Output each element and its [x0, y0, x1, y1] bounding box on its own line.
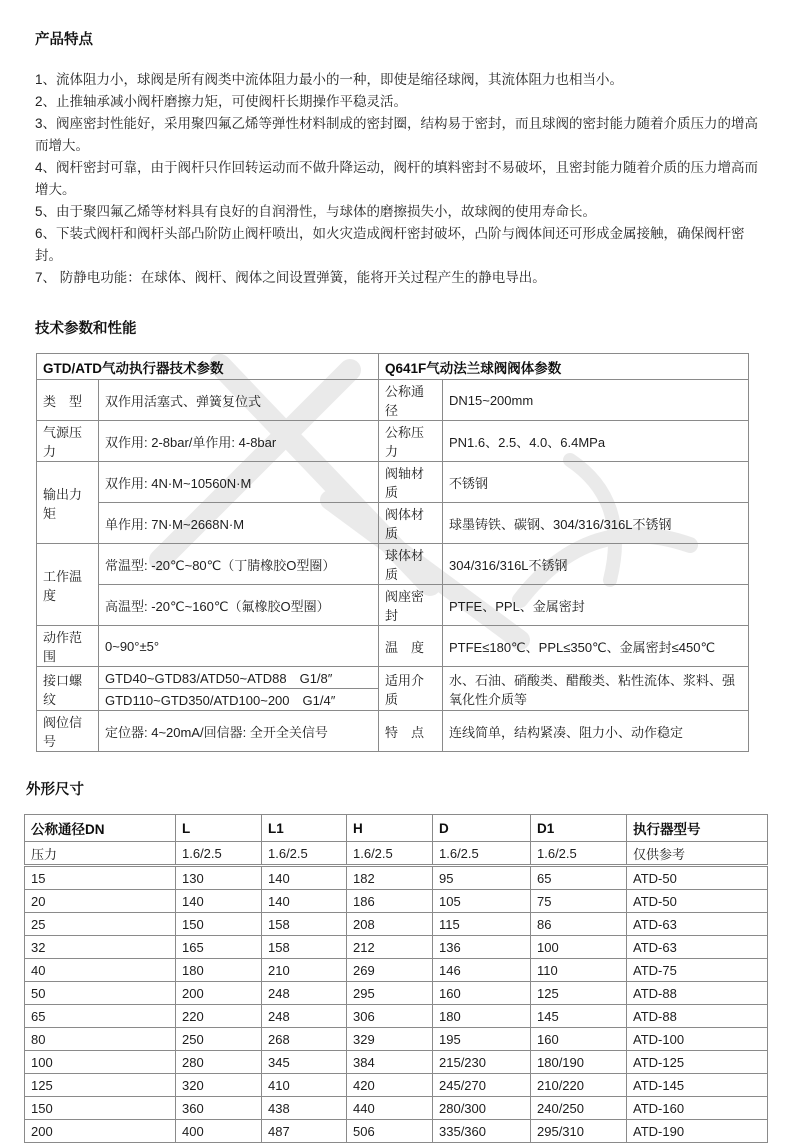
- table-cell: 295/310: [531, 1120, 627, 1143]
- table-cell: 420: [347, 1074, 433, 1097]
- table-cell: 306: [347, 1005, 433, 1028]
- valve-body-params-header: Q641F气动法兰球阀阀体参数: [379, 354, 749, 380]
- dimensions-table-body: [25, 866, 768, 1143]
- table-cell: 506: [347, 1120, 433, 1143]
- param-value: GTD40~GTD83/ATD50~ATD88 G1/8″: [99, 667, 379, 689]
- table-cell: 110: [531, 959, 627, 982]
- table-cell: 295: [347, 982, 433, 1005]
- table-cell: 248: [262, 982, 347, 1005]
- actuator-params-header: GTD/ATD气动执行器技术参数: [37, 354, 379, 380]
- table-row: [25, 1074, 768, 1097]
- table-row: [37, 462, 749, 503]
- table-row: [25, 866, 768, 890]
- table-cell: ATD-75: [627, 959, 768, 982]
- table-row: [25, 1028, 768, 1051]
- table-cell: 65: [531, 866, 627, 890]
- table-cell: 410: [262, 1074, 347, 1097]
- table-cell: ATD-145: [627, 1074, 768, 1097]
- table-cell: 248: [262, 1005, 347, 1028]
- table-row: [37, 544, 749, 585]
- feature-item: 1、流体阻力小，球阀是所有阀类中流体阻力最小的一种，即使是缩径球阀，其流体阻力也相当小。: [35, 72, 624, 87]
- table-row: [25, 1005, 768, 1028]
- column-header: 执行器型号: [627, 815, 768, 842]
- table-cell: 40: [25, 959, 176, 982]
- table-cell: 25: [25, 913, 176, 936]
- param-value: 水、石油、硝酸类、醋酸类、粘性流体、浆料、强氧化性介质等: [443, 667, 749, 711]
- table-cell: 208: [347, 913, 433, 936]
- table-cell: 75: [531, 890, 627, 913]
- features-section-title: 产品特点: [35, 32, 93, 48]
- table-cell: 100: [25, 1051, 176, 1074]
- column-header: D: [433, 815, 531, 842]
- feature-item: 2、止推轴承减小阀杆磨擦力矩，可使阀杆长期操作平稳灵活。: [35, 94, 408, 109]
- table-cell: 压力: [25, 842, 176, 866]
- table-cell: 250: [176, 1028, 262, 1051]
- param-label: 特 点: [379, 711, 443, 752]
- table-cell: 20: [25, 890, 176, 913]
- table-cell: ATD-63: [627, 913, 768, 936]
- table-cell: 50: [25, 982, 176, 1005]
- table-cell: 384: [347, 1051, 433, 1074]
- table-cell: 1.6/2.5: [433, 842, 531, 866]
- table-cell: 240/250: [531, 1097, 627, 1120]
- table-cell: ATD-50: [627, 866, 768, 890]
- table-row: [37, 667, 749, 689]
- table-cell: 245/270: [433, 1074, 531, 1097]
- table-cell: 150: [25, 1097, 176, 1120]
- table-cell: 65: [25, 1005, 176, 1028]
- param-value: 高温型: -20℃~160℃（氟橡胶O型圈）: [99, 585, 379, 626]
- table-row: [25, 1097, 768, 1120]
- param-value: 双作用: 4N·M~10560N·M: [99, 462, 379, 503]
- table-cell: 1.6/2.5: [176, 842, 262, 866]
- table-cell: 210: [262, 959, 347, 982]
- column-header: D1: [531, 815, 627, 842]
- param-value: DN15~200mm: [443, 380, 749, 421]
- param-label: 阀座密封: [379, 585, 443, 626]
- table-cell: 200: [176, 982, 262, 1005]
- param-value: 常温型: -20℃~80℃（丁腈橡胶O型圈）: [99, 544, 379, 585]
- table-row: [37, 354, 749, 380]
- table-cell: 487: [262, 1120, 347, 1143]
- table-cell: 150: [176, 913, 262, 936]
- table-cell: 182: [347, 866, 433, 890]
- table-cell: 212: [347, 936, 433, 959]
- param-value: 单作用: 7N·M~2668N·M: [99, 503, 379, 544]
- param-label: 阀位信号: [37, 711, 99, 752]
- table-row: [37, 503, 749, 544]
- feature-item: 6、下装式阀杆和阀杆头部凸阶防止阀杆喷出，如火灾造成阀杆密封破坏，凸阶与阀体间还可形成金属接触，确保阀杆密封。: [35, 226, 745, 263]
- table-row: [37, 626, 749, 667]
- table-cell: 130: [176, 866, 262, 890]
- table-cell: ATD-88: [627, 982, 768, 1005]
- table-cell: ATD-160: [627, 1097, 768, 1120]
- table-cell: 268: [262, 1028, 347, 1051]
- table-cell: 180: [176, 959, 262, 982]
- table-cell: 160: [531, 1028, 627, 1051]
- pressure-row: [25, 842, 768, 866]
- tech-parameters-table: [36, 353, 749, 752]
- table-cell: 140: [262, 890, 347, 913]
- param-label: 工作温度: [37, 544, 99, 626]
- param-value: 不锈钢: [443, 462, 749, 503]
- table-row: [37, 380, 749, 421]
- table-cell: 146: [433, 959, 531, 982]
- table-cell: 200: [25, 1120, 176, 1143]
- param-label: 接口螺纹: [37, 667, 99, 711]
- table-cell: ATD-190: [627, 1120, 768, 1143]
- table-row: [25, 936, 768, 959]
- table-cell: ATD-50: [627, 890, 768, 913]
- table-cell: 105: [433, 890, 531, 913]
- table-cell: 1.6/2.5: [262, 842, 347, 866]
- table-cell: 158: [262, 936, 347, 959]
- table-cell: ATD-125: [627, 1051, 768, 1074]
- table-cell: 220: [176, 1005, 262, 1028]
- table-cell: 125: [531, 982, 627, 1005]
- table-cell: 80: [25, 1028, 176, 1051]
- table-cell: 440: [347, 1097, 433, 1120]
- table-row: [25, 959, 768, 982]
- table-cell: 160: [433, 982, 531, 1005]
- column-header: H: [347, 815, 433, 842]
- table-cell: 438: [262, 1097, 347, 1120]
- table-row: [25, 1051, 768, 1074]
- table-cell: 140: [262, 866, 347, 890]
- table-cell: 280/300: [433, 1097, 531, 1120]
- param-value: 双作用活塞式、弹簧复位式: [99, 380, 379, 421]
- param-value: GTD110~GTD350/ATD100~200 G1/4″: [99, 689, 379, 711]
- table-cell: 186: [347, 890, 433, 913]
- param-value: PTFE≤180℃、PPL≤350℃、金属密封≤450℃: [443, 626, 749, 667]
- param-label: 动作范围: [37, 626, 99, 667]
- dimensions-section-title: 外形尺寸: [26, 782, 84, 798]
- param-label: 公称通径: [379, 380, 443, 421]
- table-cell: 345: [262, 1051, 347, 1074]
- table-row: [25, 913, 768, 936]
- table-cell: 280: [176, 1051, 262, 1074]
- table-cell: ATD-63: [627, 936, 768, 959]
- param-label: 适用介质: [379, 667, 443, 711]
- table-cell: 125: [25, 1074, 176, 1097]
- table-cell: 仅供参考: [627, 842, 768, 866]
- param-label: 温 度: [379, 626, 443, 667]
- table-cell: 145: [531, 1005, 627, 1028]
- table-cell: 136: [433, 936, 531, 959]
- table-cell: 195: [433, 1028, 531, 1051]
- table-cell: 215/230: [433, 1051, 531, 1074]
- param-value: 连线简单，结构紧凑、阻力小、动作稳定: [443, 711, 749, 752]
- column-header: L: [176, 815, 262, 842]
- table-row: [37, 711, 749, 752]
- param-value: 球墨铸铁、碳钢、304/316/316L不锈钢: [443, 503, 749, 544]
- table-cell: 158: [262, 913, 347, 936]
- table-cell: 360: [176, 1097, 262, 1120]
- table-cell: 1.6/2.5: [531, 842, 627, 866]
- param-label: 球体材质: [379, 544, 443, 585]
- table-cell: ATD-88: [627, 1005, 768, 1028]
- param-label: 输出力矩: [37, 462, 99, 544]
- table-cell: 335/360: [433, 1120, 531, 1143]
- table-cell: 329: [347, 1028, 433, 1051]
- dimensions-table: [24, 814, 768, 1143]
- table-cell: 115: [433, 913, 531, 936]
- feature-item: 3、阀座密封性能好，采用聚四氟乙烯等弹性材料制成的密封圈，结构易于密封，而且球阀的密封能力随着介质压力的增高而增大。: [35, 116, 759, 153]
- features-list: [35, 69, 758, 289]
- table-cell: 165: [176, 936, 262, 959]
- table-cell: 100: [531, 936, 627, 959]
- table-cell: 400: [176, 1120, 262, 1143]
- table-row: [25, 890, 768, 913]
- param-value: PTFE、PPL、金属密封: [443, 585, 749, 626]
- column-header: L1: [262, 815, 347, 842]
- param-value: 0~90°±5°: [99, 626, 379, 667]
- param-label: 公称压力: [379, 421, 443, 462]
- table-row: [37, 421, 749, 462]
- tech-section-title: 技术参数和性能: [35, 321, 137, 337]
- table-row: [37, 585, 749, 626]
- param-label: 类 型: [37, 380, 99, 421]
- param-value: 304/316/316L不锈钢: [443, 544, 749, 585]
- table-cell: 1.6/2.5: [347, 842, 433, 866]
- feature-item: 5、由于聚四氟乙烯等材料具有良好的自润滑性，与球体的磨擦损失小，故球阀的使用寿命长。: [35, 204, 597, 219]
- param-label: 气源压力: [37, 421, 99, 462]
- feature-item: 7、 防静电功能：在球体、阀杆、阀体之间设置弹簧，能将开关过程产生的静电导出。: [35, 270, 546, 285]
- column-header: 公称通径DN: [25, 815, 176, 842]
- table-cell: 180/190: [531, 1051, 627, 1074]
- table-cell: 269: [347, 959, 433, 982]
- table-cell: 32: [25, 936, 176, 959]
- param-value: 定位器: 4~20mA/回信器: 全开全关信号: [99, 711, 379, 752]
- table-cell: 320: [176, 1074, 262, 1097]
- table-cell: 15: [25, 866, 176, 890]
- table-header-row: [25, 815, 768, 842]
- feature-item: 4、阀杆密封可靠，由于阀杆只作回转运动而不做升降运动，阀杆的填料密封不易破坏，且密封能力随着介质的压力增高而增大。: [35, 160, 759, 197]
- table-cell: 95: [433, 866, 531, 890]
- param-label: 阀体材质: [379, 503, 443, 544]
- param-label: 阀轴材质: [379, 462, 443, 503]
- table-cell: ATD-100: [627, 1028, 768, 1051]
- table-row: [25, 982, 768, 1005]
- table-cell: 86: [531, 913, 627, 936]
- param-value: PN1.6、2.5、4.0、6.4MPa: [443, 421, 749, 462]
- param-value: 双作用: 2-8bar/单作用: 4-8bar: [99, 421, 379, 462]
- table-row: [25, 1120, 768, 1143]
- table-cell: 210/220: [531, 1074, 627, 1097]
- table-cell: 180: [433, 1005, 531, 1028]
- table-cell: 140: [176, 890, 262, 913]
